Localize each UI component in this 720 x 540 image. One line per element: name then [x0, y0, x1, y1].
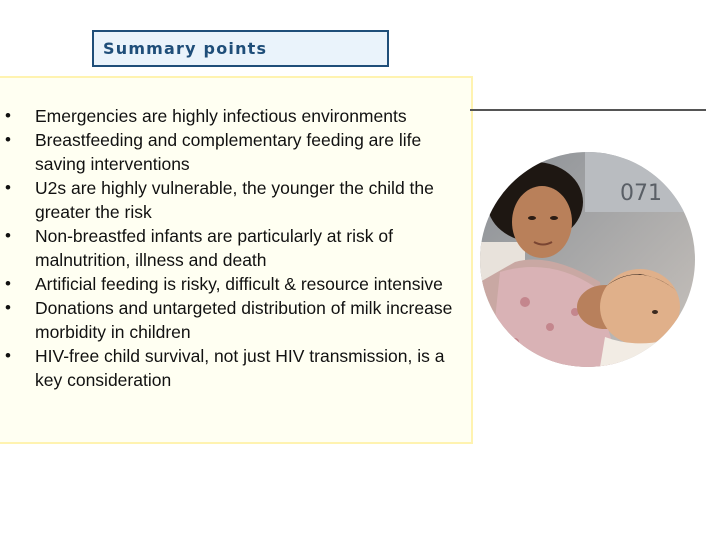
bullet-icon: •	[5, 298, 11, 317]
divider-line	[470, 109, 706, 111]
bullet-text: HIV-free child survival, not just HIV transmission, is a key consideration	[35, 346, 445, 390]
bullet-icon: •	[5, 178, 11, 197]
bullet-item	[0, 344, 475, 392]
bullet-icon: •	[5, 226, 11, 245]
bullet-icon: •	[5, 130, 11, 149]
slide-title: Summary points	[103, 39, 268, 58]
breastfeeding-mother-photo	[480, 152, 695, 367]
title-box	[92, 30, 389, 67]
bullet-text: Breastfeeding and complementary feeding are life saving interventions	[35, 130, 422, 174]
bullet-text: Donations and untargeted distribution of milk increase morbidity in children	[35, 298, 453, 342]
bullet-text: Emergencies are highly infectious environments	[35, 106, 407, 126]
bullet-icon: •	[5, 346, 11, 365]
bullet-item	[0, 296, 475, 344]
bullet-item	[0, 224, 475, 272]
bullet-text: U2s are highly vulnerable, the younger the child the greater the risk	[35, 178, 434, 222]
bullet-item	[0, 104, 475, 128]
bullet-item	[0, 272, 475, 296]
bullet-item	[0, 128, 475, 176]
bullet-icon: •	[5, 274, 11, 293]
bullet-icon: •	[5, 106, 11, 125]
summary-bullet-list	[0, 104, 480, 392]
sign-number: 071	[620, 181, 662, 206]
bullet-text: Non-breastfed infants are particularly at risk of malnutrition, illness and death	[35, 226, 393, 270]
bullet-item	[0, 176, 475, 224]
bullet-text: Artificial feeding is risky, difficult & resource intensive	[35, 274, 443, 294]
